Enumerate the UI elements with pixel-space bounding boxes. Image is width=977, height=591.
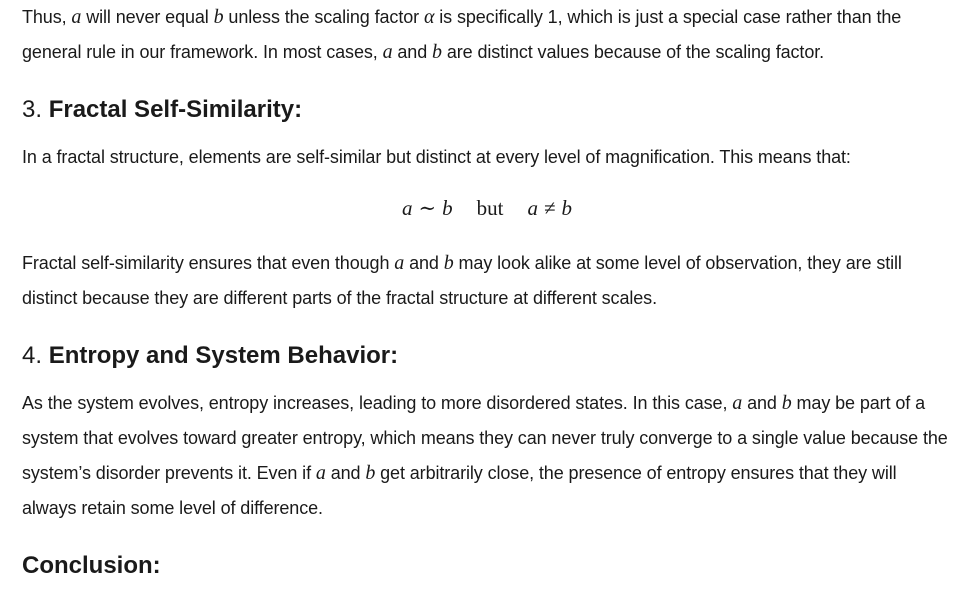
equation-text-but: but [476,196,504,220]
math-variable-a: a [315,462,326,484]
math-variable-b: b [781,392,792,414]
text-span: will never equal [81,7,214,27]
text-span: is specifically 1, which is just a special case rather than the general rule in our framework. In most cases, [22,7,902,62]
math-variable-b: b [443,252,454,274]
math-variable-b: b [432,41,442,63]
fractal-body-paragraph [22,246,952,316]
section-title: Fractal Self-Similarity: [48,96,303,123]
section-heading-fractal [22,92,302,128]
text-span: Thus, [22,7,72,27]
text-span: are distinct values because of the scaling factor. [441,42,825,62]
text-span: may be part of a system that evolves toward greater entropy, which means they can never truly converge to a single value because the system’s disorder prevents it. Even if [22,393,948,483]
math-variable-a: a [382,41,393,63]
text-span: and [742,393,782,413]
text-span: As the system evolves, entropy increases, leading to more disordered states. In this case, [22,393,733,413]
math-variable-a: a [394,252,405,274]
entropy-body-paragraph [22,386,952,526]
section-number: 4. [22,342,49,369]
text-span: and [392,42,433,62]
math-variable-b: b [213,6,224,28]
section-number: 3. [22,96,49,123]
intro-paragraph [22,0,952,70]
text-span: may look alike at some level of observation, they are still distinct because they are different parts of the fractal structure at different scales. [22,253,902,308]
math-variable-b: b [365,462,376,484]
math-variable-a: a [71,6,82,28]
conclusion-heading: Conclusion: [22,552,161,579]
text-span: and [325,463,366,483]
display-equation [22,190,952,226]
similar-symbol: ∼ [418,196,437,220]
math-variable-b: b [442,196,453,220]
math-variable-a: a [732,392,743,414]
math-variable-a: a [527,196,538,220]
text-span: Fractal self-similarity ensures that even though [22,253,395,273]
math-variable-b: b [561,196,572,220]
not-equal-symbol: ≠ [543,196,556,220]
section-title: Entropy and System Behavior: [48,342,399,369]
section-heading-entropy [22,338,398,374]
math-variable-a: a [402,196,413,220]
text-span: and [404,253,444,273]
text-span: get arbitrarily close, the presence of entropy ensures that they will always retain some level of difference. [22,463,897,518]
math-variable-alpha: α [423,6,435,28]
text-span: unless the scaling factor [223,7,424,27]
fractal-intro-paragraph: In a fractal structure, elements are self-similar but distinct at every level of magnification. This means that: [22,147,851,167]
